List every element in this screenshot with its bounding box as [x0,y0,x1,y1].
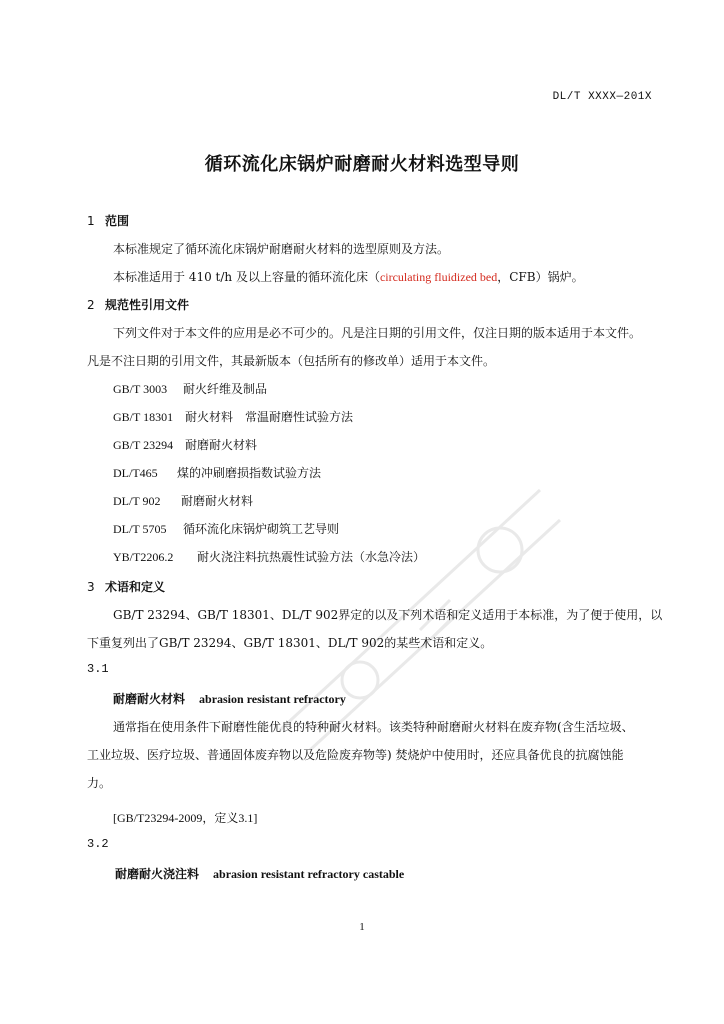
scope-paragraph-1: 本标准规定了循环流化床锅炉耐磨耐火材料的选型原则及方法。 [113,242,450,256]
term-chinese: 耐磨耐火浇注料 [115,867,200,881]
reference-title: 煤的冲刷磨损指数试验方法 [177,466,322,480]
section-title: 规范性引用文件 [105,298,190,312]
definition-line3: 力。 [87,776,112,790]
reference-item [113,464,321,481]
clause-3-1-number: 3.1 [87,662,109,676]
terms-paragraph-line1: GB/T 23294、GB/T 18301、DL/T 902界定的以及下列术语和定义适用于本标准，为了便于使用，以 [113,608,663,622]
section-number: 1 [87,214,95,228]
reference-code: DL/T 902 [113,494,161,508]
term-chinese: 耐磨耐火材料 [113,692,186,706]
clause-3-2-number: 3.2 [87,837,109,851]
normative-paragraph-line2: 凡是不注日期的引用文件，其最新版本（包括所有的修改单）适用于本文件。 [87,354,496,368]
section-1-heading [87,212,129,229]
reference-item [113,492,253,509]
reference-code: GB/T 3003 [113,382,168,396]
normative-paragraph-line1: 下列文件对于本文件的应用是必不可少的。凡是注日期的引用文件，仅注日期的版本适用于本文件。 [113,326,642,340]
reference-code: GB/T 18301 [113,410,174,424]
reference-item [113,408,353,425]
term-3-2 [115,865,404,882]
cfb-english-term: circulating fluidized bed [379,270,498,284]
definition-source: [GB/T23294-2009，定义3.1] [113,811,258,825]
reference-code: YB/T2206.2 [113,550,174,564]
definition-line2: 工业垃圾、医疗垃圾、普通固体废弃物以及危险废弃物等) 焚烧炉中使用时，还应具备优良的抗腐蚀能 [87,748,624,762]
reference-title: 循环流化床锅炉砌筑工艺导则 [183,522,340,536]
reference-title: 耐磨耐火材料 [181,494,254,508]
term-english: abrasion resistant refractory [199,692,346,706]
reference-item [113,380,267,397]
section-2-heading [87,296,189,313]
reference-item [113,436,257,453]
reference-title: 耐火纤维及制品 [183,382,268,396]
definition-line1: 通常指在使用条件下耐磨性能优良的特种耐火材料。该类特种耐磨耐火材料在废弃物(含生活垃圾、 [113,720,634,734]
reference-item [113,548,425,565]
scope-text: 本标准适用于 410 t/h 及以上容量的循环流化床（ [113,270,380,284]
reference-title: 耐火浇注料抗热震性试验方法（水急冷法） [197,550,426,564]
reference-title: 耐火材料 常温耐磨性试验方法 [185,410,354,424]
section-title: 术语和定义 [105,580,166,594]
reference-code: GB/T 23294 [113,438,174,452]
standard-code: DL/T XXXX—201X [552,91,652,103]
reference-item [113,520,339,537]
section-3-heading [87,578,165,595]
reference-title: 耐磨耐火材料 [185,438,258,452]
scope-text: ，CFB）锅炉。 [497,270,584,284]
reference-code: DL/T 5705 [113,522,167,536]
document-title: 循环流化床锅炉耐磨耐火材料选型导则 [204,154,520,175]
scope-paragraph-2 [113,268,584,285]
term-3-1 [113,690,346,707]
section-number: 3 [87,580,95,594]
page-number: 1 [359,921,365,933]
section-number: 2 [87,298,95,312]
terms-paragraph-line2: 下重复列出了GB/T 23294、GB/T 18301、DL/T 902的某些术语和定义。 [87,636,493,650]
reference-code: DL/T465 [113,466,158,480]
section-title: 范围 [105,214,130,228]
term-english: abrasion resistant refractory castable [213,867,405,881]
